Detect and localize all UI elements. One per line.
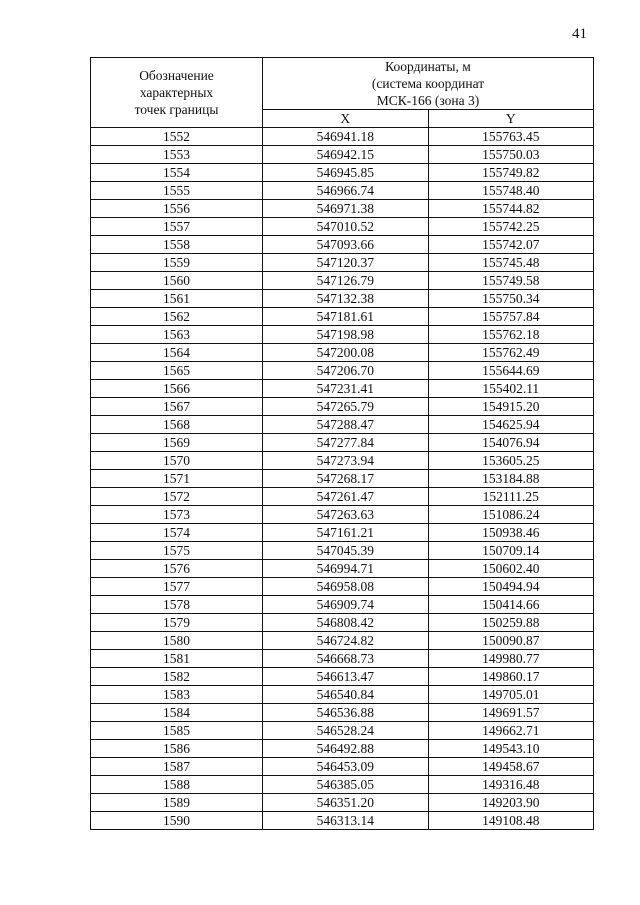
table-header-row: [91, 58, 594, 110]
point-id-cell: 1560: [91, 272, 263, 290]
y-coordinate-cell: 150090.87: [428, 632, 594, 650]
y-coordinate-cell: 155750.03: [428, 146, 594, 164]
table-row: [91, 434, 594, 452]
point-id-cell: 1579: [91, 614, 263, 632]
header-x: X: [263, 110, 429, 128]
point-id-cell: 1563: [91, 326, 263, 344]
coordinates-table: [90, 57, 594, 830]
x-coordinate-cell: 547265.79: [263, 398, 429, 416]
table-row: [91, 722, 594, 740]
y-coordinate-cell: 149458.67: [428, 758, 594, 776]
point-id-cell: 1586: [91, 740, 263, 758]
x-coordinate-cell: 547263.63: [263, 506, 429, 524]
table-row: [91, 236, 594, 254]
y-coordinate-cell: 155750.34: [428, 290, 594, 308]
x-coordinate-cell: 547273.94: [263, 452, 429, 470]
y-coordinate-cell: 155644.69: [428, 362, 594, 380]
y-coordinate-cell: 154625.94: [428, 416, 594, 434]
table-row: [91, 560, 594, 578]
point-id-cell: 1565: [91, 362, 263, 380]
table-row: [91, 596, 594, 614]
point-id-cell: 1554: [91, 164, 263, 182]
point-id-cell: 1572: [91, 488, 263, 506]
y-coordinate-cell: 149203.90: [428, 794, 594, 812]
x-coordinate-cell: 546351.20: [263, 794, 429, 812]
point-id-cell: 1566: [91, 380, 263, 398]
x-coordinate-cell: 546613.47: [263, 668, 429, 686]
x-coordinate-cell: 547200.08: [263, 344, 429, 362]
table-row: [91, 182, 594, 200]
x-coordinate-cell: 547261.47: [263, 488, 429, 506]
point-id-cell: 1568: [91, 416, 263, 434]
x-coordinate-cell: 546909.74: [263, 596, 429, 614]
table-row: [91, 794, 594, 812]
header-coords-line: (система координат: [371, 76, 485, 91]
point-id-cell: 1585: [91, 722, 263, 740]
x-coordinate-cell: 547268.17: [263, 470, 429, 488]
x-coordinate-cell: 547010.52: [263, 218, 429, 236]
header-point-designation: [91, 58, 263, 128]
x-coordinate-cell: 547161.21: [263, 524, 429, 542]
point-id-cell: 1584: [91, 704, 263, 722]
point-id-cell: 1588: [91, 776, 263, 794]
table-row: [91, 398, 594, 416]
point-id-cell: 1576: [91, 560, 263, 578]
x-coordinate-cell: 546971.38: [263, 200, 429, 218]
x-coordinate-cell: 546385.05: [263, 776, 429, 794]
y-coordinate-cell: 150494.94: [428, 578, 594, 596]
point-id-cell: 1571: [91, 470, 263, 488]
y-coordinate-cell: 155744.82: [428, 200, 594, 218]
point-id-cell: 1553: [91, 146, 263, 164]
point-id-cell: 1589: [91, 794, 263, 812]
y-coordinate-cell: 155757.84: [428, 308, 594, 326]
table-row: [91, 362, 594, 380]
y-coordinate-cell: 149705.01: [428, 686, 594, 704]
table-row: [91, 200, 594, 218]
table-row: [91, 578, 594, 596]
point-id-cell: 1577: [91, 578, 263, 596]
point-id-cell: 1570: [91, 452, 263, 470]
point-id-cell: 1573: [91, 506, 263, 524]
table-row: [91, 344, 594, 362]
table-row: [91, 704, 594, 722]
y-coordinate-cell: 150414.66: [428, 596, 594, 614]
point-id-cell: 1555: [91, 182, 263, 200]
table-row: [91, 452, 594, 470]
y-coordinate-cell: 154915.20: [428, 398, 594, 416]
table-row: [91, 164, 594, 182]
y-coordinate-cell: 150938.46: [428, 524, 594, 542]
y-coordinate-cell: 151086.24: [428, 506, 594, 524]
y-coordinate-cell: 155745.48: [428, 254, 594, 272]
header-point-line: Обозначение: [139, 68, 214, 83]
point-id-cell: 1575: [91, 542, 263, 560]
table-row: [91, 740, 594, 758]
y-coordinate-cell: 155742.25: [428, 218, 594, 236]
x-coordinate-cell: 547277.84: [263, 434, 429, 452]
x-coordinate-cell: 546941.18: [263, 128, 429, 146]
point-id-cell: 1561: [91, 290, 263, 308]
header-point-line: точек границы: [134, 102, 219, 117]
y-coordinate-cell: 152111.25: [428, 488, 594, 506]
y-coordinate-cell: 150259.88: [428, 614, 594, 632]
point-id-cell: 1552: [91, 128, 263, 146]
table-row: [91, 128, 594, 146]
y-coordinate-cell: 155749.58: [428, 272, 594, 290]
x-coordinate-cell: 546724.82: [263, 632, 429, 650]
header-point-line: характерных: [139, 85, 214, 100]
table-row: [91, 254, 594, 272]
x-coordinate-cell: 546453.09: [263, 758, 429, 776]
table-row: [91, 686, 594, 704]
table-row: [91, 524, 594, 542]
y-coordinate-cell: 149980.77: [428, 650, 594, 668]
x-coordinate-cell: 547288.47: [263, 416, 429, 434]
point-id-cell: 1564: [91, 344, 263, 362]
table-row: [91, 632, 594, 650]
point-id-cell: 1558: [91, 236, 263, 254]
y-coordinate-cell: 149860.17: [428, 668, 594, 686]
x-coordinate-cell: 546313.14: [263, 812, 429, 830]
header-coords-line: МСК-166 (зона 3): [376, 93, 480, 108]
point-id-cell: 1590: [91, 812, 263, 830]
y-coordinate-cell: 150709.14: [428, 542, 594, 560]
point-id-cell: 1569: [91, 434, 263, 452]
header-y: Y: [428, 110, 594, 128]
x-coordinate-cell: 547126.79: [263, 272, 429, 290]
table-row: [91, 272, 594, 290]
table-row: [91, 380, 594, 398]
point-id-cell: 1559: [91, 254, 263, 272]
x-coordinate-cell: 546966.74: [263, 182, 429, 200]
point-id-cell: 1580: [91, 632, 263, 650]
table-row: [91, 416, 594, 434]
y-coordinate-cell: 155762.49: [428, 344, 594, 362]
y-coordinate-cell: 155742.07: [428, 236, 594, 254]
table-row: [91, 506, 594, 524]
table-row: [91, 290, 594, 308]
x-coordinate-cell: 546528.24: [263, 722, 429, 740]
x-coordinate-cell: 546540.84: [263, 686, 429, 704]
y-coordinate-cell: 155763.45: [428, 128, 594, 146]
x-coordinate-cell: 546536.88: [263, 704, 429, 722]
table-row: [91, 308, 594, 326]
table-row: [91, 614, 594, 632]
y-coordinate-cell: 155748.40: [428, 182, 594, 200]
y-coordinate-cell: 155762.18: [428, 326, 594, 344]
y-coordinate-cell: 149316.48: [428, 776, 594, 794]
x-coordinate-cell: 546942.15: [263, 146, 429, 164]
point-id-cell: 1581: [91, 650, 263, 668]
x-coordinate-cell: 547132.38: [263, 290, 429, 308]
x-coordinate-cell: 546668.73: [263, 650, 429, 668]
header-coords-line: Координаты, м: [385, 59, 471, 74]
x-coordinate-cell: 547231.41: [263, 380, 429, 398]
y-coordinate-cell: 155402.11: [428, 380, 594, 398]
x-coordinate-cell: 547181.61: [263, 308, 429, 326]
point-id-cell: 1582: [91, 668, 263, 686]
y-coordinate-cell: 150602.40: [428, 560, 594, 578]
point-id-cell: 1562: [91, 308, 263, 326]
point-id-cell: 1578: [91, 596, 263, 614]
point-id-cell: 1556: [91, 200, 263, 218]
y-coordinate-cell: 155749.82: [428, 164, 594, 182]
x-coordinate-cell: 547120.37: [263, 254, 429, 272]
x-coordinate-cell: 547206.70: [263, 362, 429, 380]
table-row: [91, 650, 594, 668]
y-coordinate-cell: 149662.71: [428, 722, 594, 740]
x-coordinate-cell: 546808.42: [263, 614, 429, 632]
table-row: [91, 218, 594, 236]
table-body: [91, 128, 594, 830]
y-coordinate-cell: 154076.94: [428, 434, 594, 452]
x-coordinate-cell: 547093.66: [263, 236, 429, 254]
page-number: 41: [572, 26, 587, 42]
point-id-cell: 1557: [91, 218, 263, 236]
table-row: [91, 146, 594, 164]
point-id-cell: 1587: [91, 758, 263, 776]
y-coordinate-cell: 153184.88: [428, 470, 594, 488]
x-coordinate-cell: 546958.08: [263, 578, 429, 596]
x-coordinate-cell: 546492.88: [263, 740, 429, 758]
y-coordinate-cell: 149543.10: [428, 740, 594, 758]
table-row: [91, 488, 594, 506]
table-row: [91, 326, 594, 344]
y-coordinate-cell: 149108.48: [428, 812, 594, 830]
x-coordinate-cell: 547198.98: [263, 326, 429, 344]
table-row: [91, 776, 594, 794]
header-coordinates: [263, 58, 594, 110]
point-id-cell: 1567: [91, 398, 263, 416]
x-coordinate-cell: 547045.39: [263, 542, 429, 560]
table-row: [91, 470, 594, 488]
x-coordinate-cell: 546994.71: [263, 560, 429, 578]
point-id-cell: 1583: [91, 686, 263, 704]
table-row: [91, 812, 594, 830]
table-row: [91, 542, 594, 560]
y-coordinate-cell: 149691.57: [428, 704, 594, 722]
x-coordinate-cell: 546945.85: [263, 164, 429, 182]
table-row: [91, 668, 594, 686]
y-coordinate-cell: 153605.25: [428, 452, 594, 470]
table-row: [91, 758, 594, 776]
point-id-cell: 1574: [91, 524, 263, 542]
